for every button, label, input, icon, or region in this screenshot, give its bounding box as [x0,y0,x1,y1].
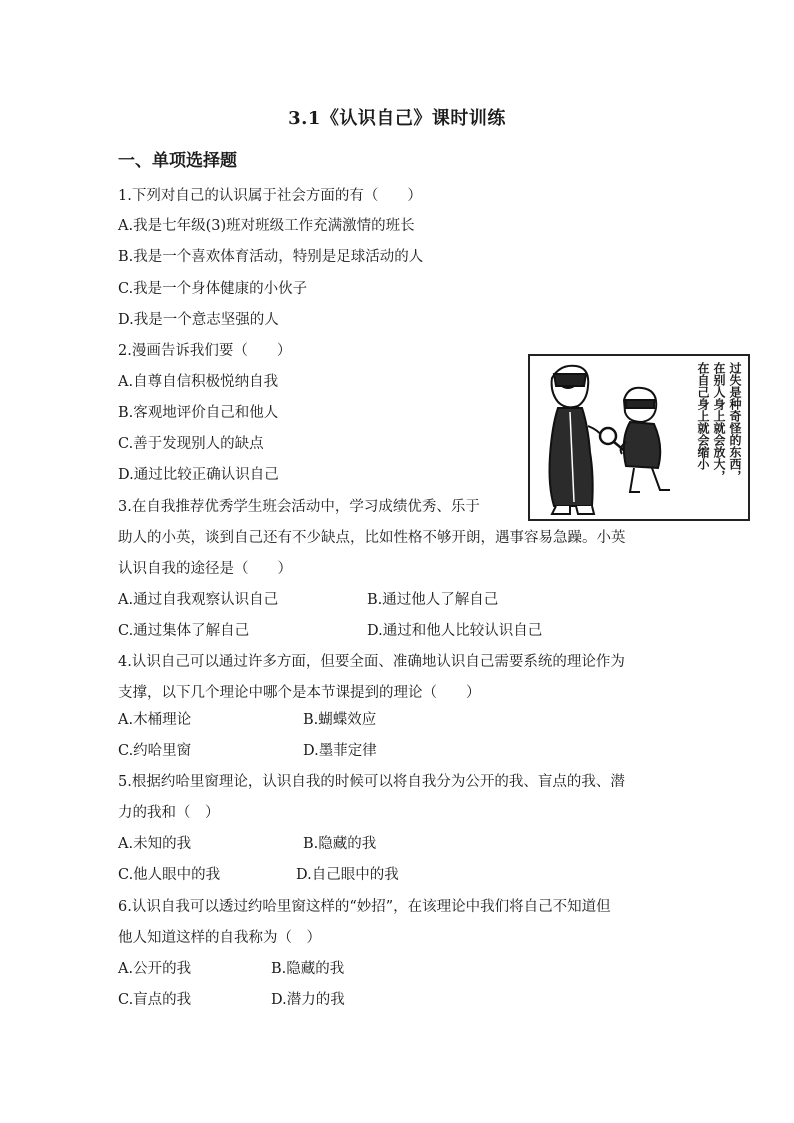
q5-option-d: D.自己眼中的我 [296,867,399,883]
q3-option-a: A.通过自我观察认识自己 [118,592,279,608]
cartoon-image [528,354,750,521]
q5-stem-line-2: 力的我和（ ） [118,805,220,821]
q6-option-b: B.隐藏的我 [271,961,345,977]
q6-option-d: D.潜力的我 [271,992,345,1008]
q1-option-a: A.我是七年级(3)班对班级工作充满激情的班长 [118,218,415,234]
q6-stem-line-1: 6.认识自我可以透过约哈里窗这样的“妙招”，在该理论中我们将自己不知道但 [118,899,611,915]
q6-option-c: C.盲点的我 [118,992,192,1008]
q1-option-c: C.我是一个身体健康的小伙子 [118,281,308,297]
q1-stem: 1.下列对自己的认识属于社会方面的有（ ） [118,188,422,204]
q6-option-a: A.公开的我 [118,961,192,977]
q3-stem-line-2: 助人的小英，谈到自己还有不少缺点，比如性格不够开朗，遇事容易急躁。小英 [118,530,626,546]
q4-option-b: B.蝴蝶效应 [303,712,377,728]
page-title: 3.1《认识自己》课时训练 [288,108,506,129]
q2-stem: 2.漫画告诉我们要（ ） [118,343,292,359]
q1-option-b: B.我是一个喜欢体育活动，特别是足球活动的人 [118,249,424,265]
q4-stem-line-1: 4.认识自己可以通过许多方面，但要全面、准确地认识自己需要系统的理论作为 [118,654,625,670]
cartoon-caption-line-3: 在自己身上就会缩小 [696,362,710,470]
q1-option-d: D.我是一个意志坚强的人 [118,312,279,328]
q2-option-b: B.客观地评价自己和他人 [118,405,279,421]
q2-option-c: C.善于发现别人的缺点 [118,436,264,452]
q2-option-d: D.通过比较正确认识自己 [118,467,279,483]
cartoon-caption-line-1: 过失是种奇怪的东西， [728,362,742,482]
q2-option-a: A.自尊自信积极悦纳自我 [118,374,279,390]
tall-man-figure [550,366,603,514]
section-heading: 一、单项选择题 [118,151,237,171]
q3-option-d: D.通过和他人比较认识自己 [367,623,543,639]
q4-option-d: D.墨菲定律 [303,743,377,759]
q6-stem-line-2: 他人知道这样的自我称为（ ） [118,930,321,946]
q5-option-b: B.隐藏的我 [303,836,377,852]
q5-option-c: C.他人眼中的我 [118,867,221,883]
q5-stem-line-1: 5.根据约哈里窗理论，认识自我的时候可以将自我分为公开的我、盲点的我、潜 [118,774,625,790]
q3-stem-line-1: 3.在自我推荐优秀学生班会活动中，学习成绩优秀、乐于 [118,499,480,515]
q3-option-b: B.通过他人了解自己 [367,592,499,608]
q5-option-a: A.未知的我 [118,836,192,852]
q4-stem-line-2: 支撑，以下几个理论中哪个是本节课提到的理论（ ） [118,685,481,701]
q4-option-a: A.木桶理论 [118,712,192,728]
q3-stem-line-3: 认识自我的途径是（ ） [118,561,292,577]
q3-option-c: C.通过集体了解自己 [118,623,250,639]
short-man-figure [621,388,670,492]
cartoon-caption-line-2: 在别人身上就会放大， [712,362,726,482]
magnifier-icon [600,428,626,452]
q4-option-c: C.约哈里窗 [118,743,192,759]
